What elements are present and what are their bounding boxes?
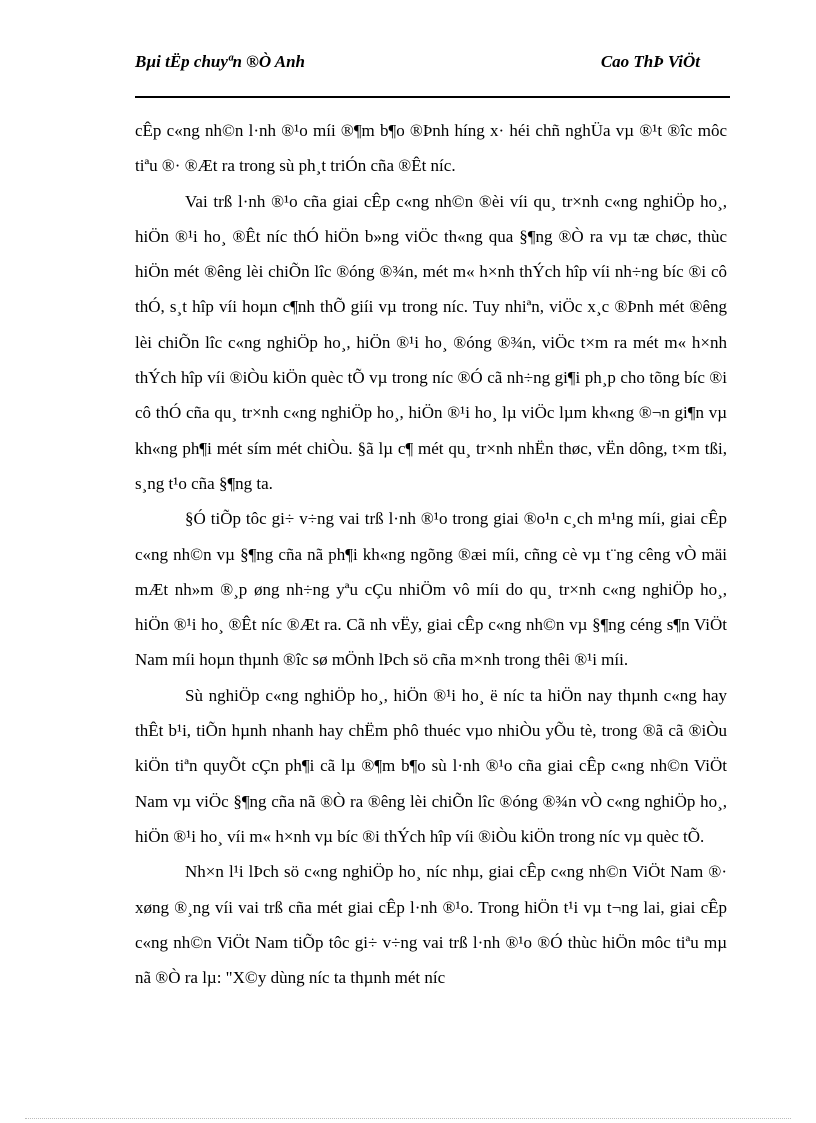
header-author: Cao ThÞ ViÖt (600, 52, 700, 71)
paragraph-5: Nh×n l¹i lÞch sö c«ng nghiÖp ho¸ níc nhµ, giai cÊp c«ng nh©n ViÖt Nam ®· xøng ®¸ng víi vai trß cña mét giai cÊp l·nh ®¹o. Trong hiÖn t¹i vµ t¬ng lai, giai cÊp c«ng nh©n ViÖt Nam tiÕp tôc gi÷ v÷ng vai trß l·nh ®¹o ®Ó thùc hiÖn môc tiªu mµ nã ®Ò ra lµ: "X©y dùng níc ta thµnh mét níc (135, 862, 727, 988)
page-bottom-divider (25, 1118, 791, 1119)
page-header (135, 50, 730, 98)
header-title: Bµi tËp chuyªn ®Ò Anh (135, 52, 305, 71)
document-body (135, 113, 727, 995)
paragraph-4: Sù nghiÖp c«ng nghiÖp ho¸, hiÖn ®¹i ho¸ ë níc ta hiÖn nay thµnh c«ng hay thÊt b¹i, tiÕn hµnh nhanh hay chËm phô thuéc vµo nhiÒu yÕu tè, trong ®ã cã ®iÒu kiÖn tiªn quyÕt cÇn ph¶i cã lµ ®¶m b¶o sù l·nh ®¹o cña giai cÊp c«ng nh©n ViÖt Nam vµ viÖc §¶ng cña nã ®Ò ra ®êng lèi chiÕn lîc ®óng ®¾n vÒ c«ng nghiÖp ho¸, hiÖn ®¹i ho¸ víi m« h×nh vµ bíc ®i thÝch hîp víi ®iÒu kiÖn trong níc vµ quèc tÕ. (135, 685, 727, 846)
paragraph-2: Vai trß l·nh ®¹o cña giai cÊp c«ng nh©n ®èi víi qu¸ tr×nh c«ng nghiÖp ho¸, hiÖn ®¹i ho¸ ®Êt níc thÓ hiÖn b»ng viÖc th«ng qua §¶ng ®Ò ra vµ tæ chøc, thùc hiÖn mét ®êng lèi chiÕn lîc ®óng ®¾n, mét m« h×nh thÝch hîp víi nh÷ng bíc ®i cô thÓ, s¸t hîp víi hoµn c¶nh thÕ giíi vµ trong níc. Tuy nhiªn, viÖc x¸c ®Þnh mét ®êng lèi chiÕn lîc c«ng nghiÖp ho¸, hiÖn ®¹i ho¸ ®óng ®¾n, viÖc t×m ra mét m« h×nh thÝch hîp víi ®iÒu kiÖn quèc tÕ vµ trong níc ®Ó cã nh÷ng gi¶i ph¸p cho tõng bíc ®i cô thÓ cña qu¸ tr×nh c«ng nghiÖp ho¸, hiÖn ®¹i ho¸ lµ viÖc lµm kh«ng ®¬n gi¶n vµ kh«ng ph¶i mét sím mét chiÒu. §ã lµ c¶ mét qu¸ tr×nh nhËn thøc, vËn dông, t×m tßi, s¸ng t¹o cña §¶ng ta. (135, 191, 727, 493)
paragraph-1: cÊp c«ng nh©n l·nh ®¹o míi ®¶m b¶o ®Þnh híng x· héi chñ nghÜa vµ ®¹t ®îc môc tiªu ®· ®Æt ra trong sù ph¸t triÓn cña ®Êt níc. (135, 121, 727, 176)
paragraph-3: §Ó tiÕp tôc gi÷ v÷ng vai trß l·nh ®¹o trong giai ®o¹n c¸ch m¹ng míi, giai cÊp c«ng nh©n vµ §¶ng cña nã ph¶i kh«ng ngõng ®æi míi, cñng cè vµ t¨ng cêng vÒ mäi mÆt nh»m ®¸p øng nh÷ng yªu cÇu nhiÖm vô míi do qu¸ tr×nh c«ng nghiÖp ho¸, hiÖn ®¹i ho¸ ®Êt níc ®Æt ra. Cã nh vËy, giai cÊp c«ng nh©n vµ §¶ng céng s¶n ViÖt Nam míi hoµn thµnh ®îc sø mÖnh lÞch sö cña m×nh trong thêi ®¹i míi. (135, 509, 727, 670)
